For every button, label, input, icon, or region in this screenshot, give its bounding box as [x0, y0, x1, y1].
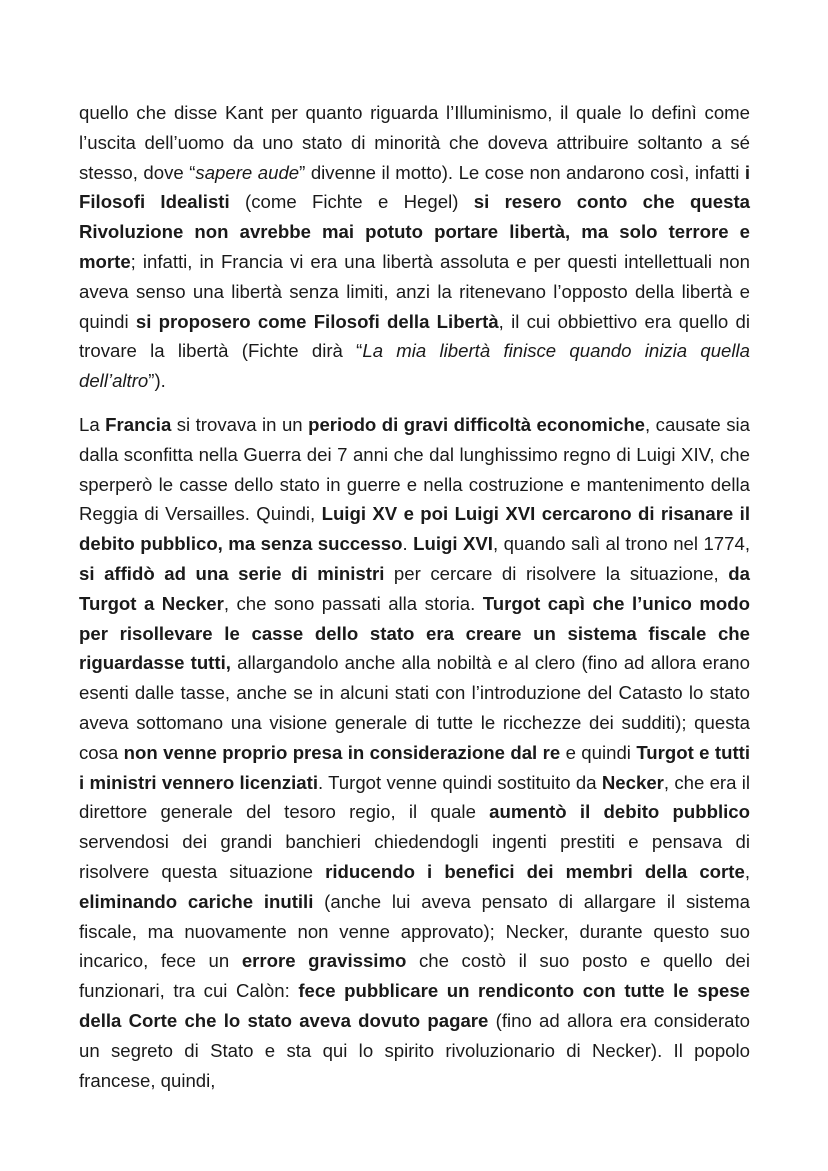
bold-text: Luigi XVI	[413, 533, 493, 555]
paragraph-illuminismo	[79, 98, 750, 396]
text-run: .	[402, 533, 414, 555]
text-run: (come Fichte e Hegel)	[229, 191, 474, 213]
text-run: , il cui obbiettivo era quello di trovare la libertà (Fichte dirà “	[79, 310, 750, 362]
bold-text: aumentò il debito pubblico	[489, 801, 751, 823]
bold-text: non venne proprio presa in considerazione dal re	[123, 741, 561, 763]
bold-text: Luigi XV e poi Luigi XVI cercarono di risanare il debito pubblico, ma senza successo	[79, 503, 750, 555]
text-run: quello che disse Kant per quanto riguarda l’Illuminismo, il quale lo definì come l’uscita dell’uomo da uno stato di minorità che doveva attribuire soltanto a sé stesso, dove “	[79, 102, 750, 183]
text-run: , quando salì al trono nel 1774,	[492, 533, 750, 555]
text-run: ”).	[148, 370, 166, 392]
bold-text: Turgot capì che l’unico modo per risollevare le casse dello stato era creare un sistema fiscale che riguardasse tutti,	[79, 592, 751, 674]
text-run: ” divenne il motto). Le cose non andarono così, infatti	[299, 161, 745, 183]
text-run: servendosi dei grandi banchieri chiedendogli ingenti prestiti e pensava di risolvere questa situazione	[79, 831, 750, 882]
paragraph-francia-crisi	[79, 410, 750, 1095]
bold-text: fece pubblicare un rendiconto con tutte le spese della Corte che lo stato aveva dovuto pagare	[79, 980, 750, 1031]
text-run: ,	[744, 860, 750, 882]
bold-text: si affidò ad una serie di ministri	[79, 562, 385, 584]
italic-text: La mia libertà finisce quando inizia quella dell’altro	[79, 340, 751, 392]
text-run: , che sono passati alla storia.	[223, 592, 483, 614]
text-run: che costò il suo posto e quello dei funzionari, tra cui Calòn:	[79, 950, 751, 1002]
text-run: , causate sia dalla sconfitta nella Guerra dei 7 anni che dal lunghissimo regno di Luigi XIV, che sperperò le casse dello stato in guerre e nella costruzione e mantenimento della Reggia di Versailles. Quindi,	[79, 413, 750, 525]
bold-text: si proposero come Filosofi della Libertà	[135, 310, 499, 332]
bold-text: Turgot e tutti i ministri vennero licenziati	[79, 741, 750, 793]
bold-text: eliminando cariche inutili	[79, 890, 314, 912]
text-run: si trovava in un	[171, 413, 309, 435]
bold-text: periodo di gravi difficoltà economiche	[308, 413, 646, 435]
document-page	[79, 98, 750, 1095]
bold-text: Francia	[105, 413, 172, 435]
bold-text: riducendo i benefici dei membri della corte	[325, 860, 745, 882]
text-run: per cercare di risolvere la situazione,	[384, 562, 729, 584]
text-run: , che era il direttore generale del tesoro regio, il quale	[79, 771, 751, 823]
text-run: (fino ad allora era considerato un segreto di Stato e sta qui lo spirito rivoluzionario di Necker). Il popolo francese, quindi,	[79, 1009, 750, 1091]
bold-text: Necker	[601, 771, 664, 793]
bold-text: errore gravissimo	[241, 950, 407, 972]
text-run: ; infatti, in Francia vi era una libertà assoluta e per questi intellettuali non aveva senso una libertà senza limiti, anzi la ritenevano l’opposto della libertà e quindi	[79, 250, 750, 332]
bold-text: si resero conto che questa Rivoluzione non avrebbe mai potuto portare libertà, ma solo terrore e morte	[79, 191, 750, 272]
text-run: (anche lui aveva pensato di allargare il sistema fiscale, ma nuovamente non venne approvato); Necker, durante questo suo incarico, fece un	[79, 890, 751, 972]
bold-text: da Turgot a Necker	[79, 562, 750, 614]
text-run: La	[79, 413, 106, 435]
text-run: allargandolo anche alla nobiltà e al clero (fino ad allora erano esenti dalle tasse, anche se in alcuni stati con l’introduzione del Catasto lo stato aveva sottomano una visione generale di tutte le ricchezze dei sudditi); questa cosa	[79, 652, 750, 763]
text-run: . Turgot venne quindi sostituito da	[318, 771, 602, 793]
italic-text: sapere aude	[195, 161, 300, 183]
bold-text: i Filosofi Idealisti	[79, 161, 751, 213]
text-run: e quindi	[560, 741, 637, 763]
